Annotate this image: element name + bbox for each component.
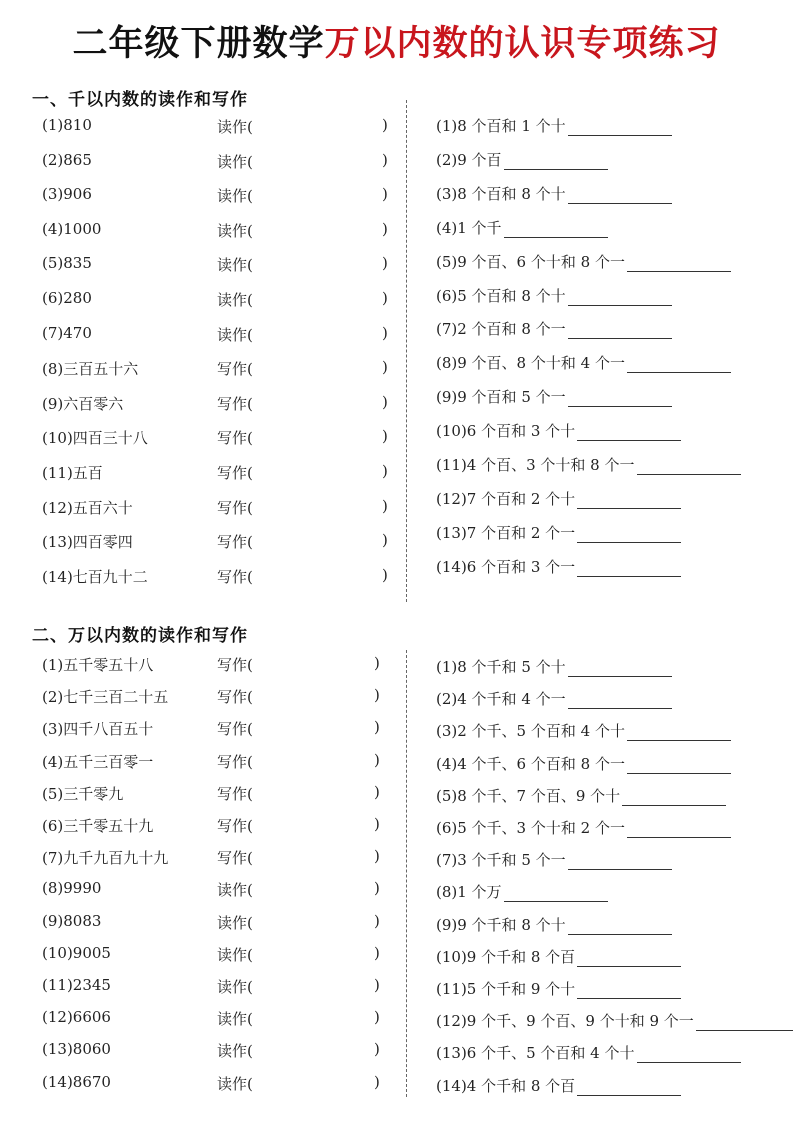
answer-blank-line[interactable] — [504, 219, 608, 238]
fill-question-text: (12)7 个百和 2 个十 — [436, 489, 576, 508]
fill-question-text: (5)8 个千、7 个百、9 个十 — [436, 786, 621, 805]
fill-question-text: (10)6 个百和 3 个十 — [436, 422, 576, 441]
fill-row — [436, 1072, 681, 1096]
fill-row — [436, 315, 672, 339]
answer-blank-label[interactable]: 读作( — [217, 291, 253, 309]
fill-row — [436, 878, 608, 902]
question-row — [42, 718, 402, 742]
answer-blank-close: ) — [382, 116, 388, 134]
answer-blank-label[interactable]: 读作( — [217, 1042, 253, 1061]
question-text: (6)280 — [42, 289, 92, 307]
question-text: (13)8060 — [42, 1040, 111, 1059]
fill-question-text: (9)9 个千和 8 个十 — [436, 915, 566, 934]
question-text: (14)8670 — [42, 1072, 111, 1091]
fill-question-text: (12)9 个千、9 个百、9 个十和 9 个一 — [436, 1012, 694, 1031]
fill-row — [436, 553, 681, 577]
answer-blank-label[interactable]: 写作( — [217, 533, 253, 552]
answer-blank-line[interactable] — [577, 524, 681, 543]
question-text: (4)五千三百零一 — [42, 752, 154, 771]
fill-question-text: (4)1 个千 — [436, 218, 502, 237]
question-row — [42, 116, 402, 140]
question-text: (1)810 — [42, 116, 92, 134]
answer-blank-line[interactable] — [504, 151, 608, 170]
answer-blank-close: ) — [382, 392, 388, 411]
fill-question-text: (7)2 个百和 8 个一 — [436, 320, 566, 339]
fill-question-text: (5)9 个百、6 个十和 8 个一 — [436, 252, 625, 271]
answer-blank-label[interactable]: 读作( — [217, 1010, 253, 1029]
fill-question-text: (11)5 个千和 9 个十 — [436, 980, 576, 998]
fill-question-text: (8)9 个百、8 个十和 4 个一 — [436, 354, 625, 373]
answer-blank-line[interactable] — [637, 456, 741, 475]
answer-blank-close: ) — [382, 462, 388, 480]
fill-row — [436, 1007, 793, 1031]
question-text: (12)五百六十 — [42, 498, 133, 517]
question-row — [42, 324, 402, 348]
answer-blank-close: ) — [382, 496, 388, 515]
answer-blank-label[interactable]: 读作( — [217, 881, 253, 900]
answer-blank-close: ) — [374, 750, 380, 769]
answer-blank-line[interactable] — [622, 787, 726, 806]
fill-question-text: (1)8 个千和 5 个十 — [436, 658, 566, 676]
question-text: (8)三百五十六 — [42, 360, 139, 379]
fill-row — [436, 180, 672, 204]
answer-blank-close: ) — [382, 289, 388, 307]
answer-blank-label[interactable]: 读作( — [217, 221, 253, 240]
answer-blank-line[interactable] — [696, 1012, 793, 1031]
fill-row — [436, 1039, 741, 1063]
answer-blank-label[interactable]: 写作( — [217, 752, 253, 771]
answer-blank-line[interactable] — [637, 1044, 741, 1063]
answer-blank-label[interactable]: 写作( — [217, 849, 253, 868]
page-title-topic: 万以内数的认识专项练习 — [324, 24, 721, 64]
answer-blank-label[interactable]: 写作( — [217, 567, 253, 586]
answer-blank-label[interactable]: 写作( — [217, 464, 253, 482]
answer-blank-label[interactable]: 读作( — [217, 187, 253, 206]
fill-row — [436, 248, 731, 272]
answer-blank-close: ) — [374, 943, 380, 962]
answer-blank-line[interactable] — [627, 722, 731, 741]
fill-question-text: (6)5 个千、3 个十和 2 个一 — [436, 819, 625, 837]
fill-row — [436, 717, 731, 741]
question-row — [42, 393, 402, 417]
question-text: (7)九千九百九十九 — [42, 849, 169, 868]
answer-blank-line[interactable] — [568, 658, 672, 677]
answer-blank-close: ) — [382, 150, 388, 169]
fill-row — [436, 485, 681, 509]
question-text: (11)2345 — [42, 976, 111, 994]
fill-row — [436, 653, 672, 677]
answer-blank-close: ) — [374, 815, 380, 833]
page-title-grade: 二年级下册数学 — [72, 24, 325, 64]
answer-blank-line[interactable] — [627, 819, 731, 838]
question-row — [42, 427, 402, 451]
answer-blank-label[interactable]: 读作( — [217, 325, 253, 344]
question-text: (13)四百零四 — [42, 533, 133, 552]
answer-blank-close: ) — [382, 565, 388, 584]
fill-question-text: (7)3 个千和 5 个一 — [436, 851, 566, 870]
answer-blank-close: ) — [382, 219, 388, 238]
fill-question-text: (13)6 个千、5 个百和 4 个十 — [436, 1044, 635, 1063]
answer-blank-close: ) — [374, 1040, 380, 1059]
answer-blank-label[interactable]: 读作( — [217, 913, 253, 932]
fill-question-text: (1)8 个百和 1 个十 — [436, 117, 566, 135]
question-row — [42, 783, 402, 807]
question-text: (5)三千零九 — [42, 784, 124, 803]
answer-blank-line[interactable] — [577, 1077, 681, 1096]
answer-blank-label[interactable]: 写作( — [217, 720, 253, 739]
fill-question-text: (2)9 个百 — [436, 150, 502, 169]
fill-row — [436, 282, 672, 306]
question-text: (9)六百零六 — [42, 394, 124, 413]
section1-divider — [406, 100, 407, 602]
question-row — [42, 879, 402, 903]
fill-row — [436, 943, 681, 967]
question-row — [42, 497, 402, 521]
answer-blank-close: ) — [374, 654, 380, 672]
question-row — [42, 566, 402, 590]
answer-blank-line[interactable] — [568, 690, 672, 709]
fill-question-text: (3)2 个千、5 个百和 4 个十 — [436, 722, 625, 741]
question-text: (3)四千八百五十 — [42, 720, 154, 739]
fill-question-text: (11)4 个百、3 个十和 8 个一 — [436, 456, 635, 474]
answer-blank-close: ) — [374, 686, 380, 705]
question-text: (9)8083 — [42, 911, 102, 930]
fill-question-text: (6)5 个百和 8 个十 — [436, 286, 566, 305]
answer-blank-close: ) — [374, 847, 380, 866]
answer-blank-close: ) — [382, 427, 388, 446]
question-text: (7)470 — [42, 323, 92, 342]
question-row — [42, 289, 402, 313]
page-title — [0, 16, 793, 66]
question-row — [42, 1073, 402, 1097]
fill-question-text: (2)4 个千和 4 个一 — [436, 690, 566, 709]
answer-blank-label[interactable]: 写作( — [217, 429, 253, 448]
fill-row — [436, 911, 672, 935]
answer-blank-label[interactable]: 读作( — [217, 945, 253, 964]
answer-blank-line[interactable] — [568, 916, 672, 935]
fill-row — [436, 146, 608, 170]
answer-blank-close: ) — [382, 531, 388, 550]
fill-row — [436, 214, 608, 238]
answer-blank-line[interactable] — [568, 320, 672, 339]
fill-row — [436, 846, 672, 870]
section2-divider — [406, 650, 407, 1097]
answer-blank-close: ) — [374, 1008, 380, 1027]
answer-blank-label[interactable]: 写作( — [217, 394, 253, 413]
answer-blank-close: ) — [374, 1072, 380, 1091]
question-row — [42, 220, 402, 244]
answer-blank-close: ) — [374, 879, 380, 898]
answer-blank-close: ) — [382, 323, 388, 342]
question-row — [42, 944, 402, 968]
question-text: (4)1000 — [42, 219, 102, 238]
fill-question-text: (10)9 个千和 8 个百 — [436, 947, 576, 966]
question-row — [42, 1040, 402, 1064]
question-row — [42, 847, 402, 871]
answer-blank-line[interactable] — [577, 422, 681, 441]
answer-blank-line[interactable] — [577, 558, 681, 577]
answer-blank-label[interactable]: 读作( — [217, 152, 253, 171]
fill-question-text: (14)6 个百和 3 个一 — [436, 557, 576, 576]
answer-blank-line[interactable] — [577, 980, 681, 999]
answer-blank-label[interactable]: 写作( — [217, 360, 253, 379]
fill-question-text: (14)4 个千和 8 个百 — [436, 1076, 576, 1095]
answer-blank-close: ) — [382, 185, 388, 204]
fill-question-text: (4)4 个千、6 个百和 8 个一 — [436, 754, 625, 773]
answer-blank-line[interactable] — [568, 388, 672, 407]
question-text: (2)865 — [42, 150, 92, 169]
fill-row — [436, 112, 672, 136]
fill-row — [436, 383, 672, 407]
section2-title: 二、万以内数的读作和写作 — [32, 626, 248, 646]
answer-blank-line[interactable] — [568, 185, 672, 204]
question-text: (6)三千零五十九 — [42, 817, 154, 835]
fill-row — [436, 750, 731, 774]
question-text: (10)四百三十八 — [42, 429, 148, 448]
question-row — [42, 462, 402, 486]
question-text: (8)9990 — [42, 879, 102, 898]
question-row — [42, 912, 402, 936]
answer-blank-line[interactable] — [577, 948, 681, 967]
answer-blank-line[interactable] — [627, 354, 731, 373]
question-row — [42, 531, 402, 555]
question-text: (2)七千三百二十五 — [42, 688, 169, 707]
answer-blank-label[interactable]: 读作( — [217, 1074, 253, 1093]
fill-question-text: (13)7 个百和 2 个一 — [436, 523, 576, 542]
answer-blank-close: ) — [374, 976, 380, 994]
question-text: (12)6606 — [42, 1008, 111, 1027]
question-text: (11)五百 — [42, 464, 103, 482]
answer-blank-line[interactable] — [627, 755, 731, 774]
answer-blank-label[interactable]: 写作( — [217, 656, 253, 674]
answer-blank-line[interactable] — [627, 253, 731, 272]
answer-blank-line[interactable] — [568, 117, 672, 136]
fill-row — [436, 417, 681, 441]
answer-blank-close: ) — [374, 911, 380, 930]
question-text: (1)五千零五十八 — [42, 656, 154, 674]
fill-row — [436, 451, 741, 475]
answer-blank-close: ) — [382, 254, 388, 273]
answer-blank-label[interactable]: 写作( — [217, 688, 253, 707]
answer-blank-line[interactable] — [568, 851, 672, 870]
answer-blank-label[interactable]: 读作( — [217, 118, 253, 136]
question-row — [42, 254, 402, 278]
question-row — [42, 1008, 402, 1032]
fill-question-text: (3)8 个百和 8 个十 — [436, 184, 566, 203]
question-row — [42, 654, 402, 678]
question-row — [42, 976, 402, 1000]
answer-blank-close: ) — [382, 358, 388, 377]
answer-blank-label[interactable]: 读作( — [217, 978, 253, 996]
fill-row — [436, 685, 672, 709]
answer-blank-line[interactable] — [577, 490, 681, 509]
question-row — [42, 815, 402, 839]
fill-question-text: (9)9 个百和 5 个一 — [436, 388, 566, 407]
fill-row — [436, 519, 681, 543]
fill-row — [436, 814, 731, 838]
answer-blank-label[interactable]: 写作( — [217, 784, 253, 803]
question-row — [42, 358, 402, 382]
answer-blank-label[interactable]: 读作( — [217, 256, 253, 275]
question-row — [42, 185, 402, 209]
question-text: (14)七百九十二 — [42, 567, 148, 586]
answer-blank-label[interactable]: 写作( — [217, 498, 253, 517]
answer-blank-line[interactable] — [568, 287, 672, 306]
question-text: (3)906 — [42, 185, 92, 204]
section1-title: 一、千以内数的读作和写作 — [32, 90, 248, 110]
fill-row — [436, 975, 681, 999]
fill-row — [436, 782, 726, 806]
question-row — [42, 151, 402, 175]
answer-blank-close: ) — [374, 782, 380, 801]
fill-row — [436, 349, 731, 373]
question-text: (10)9005 — [42, 943, 111, 962]
fill-question-text: (8)1 个万 — [436, 883, 502, 902]
answer-blank-label[interactable]: 写作( — [217, 817, 253, 835]
question-text: (5)835 — [42, 254, 92, 273]
answer-blank-close: ) — [374, 718, 380, 737]
answer-blank-line[interactable] — [504, 883, 608, 902]
question-row — [42, 751, 402, 775]
question-row — [42, 686, 402, 710]
